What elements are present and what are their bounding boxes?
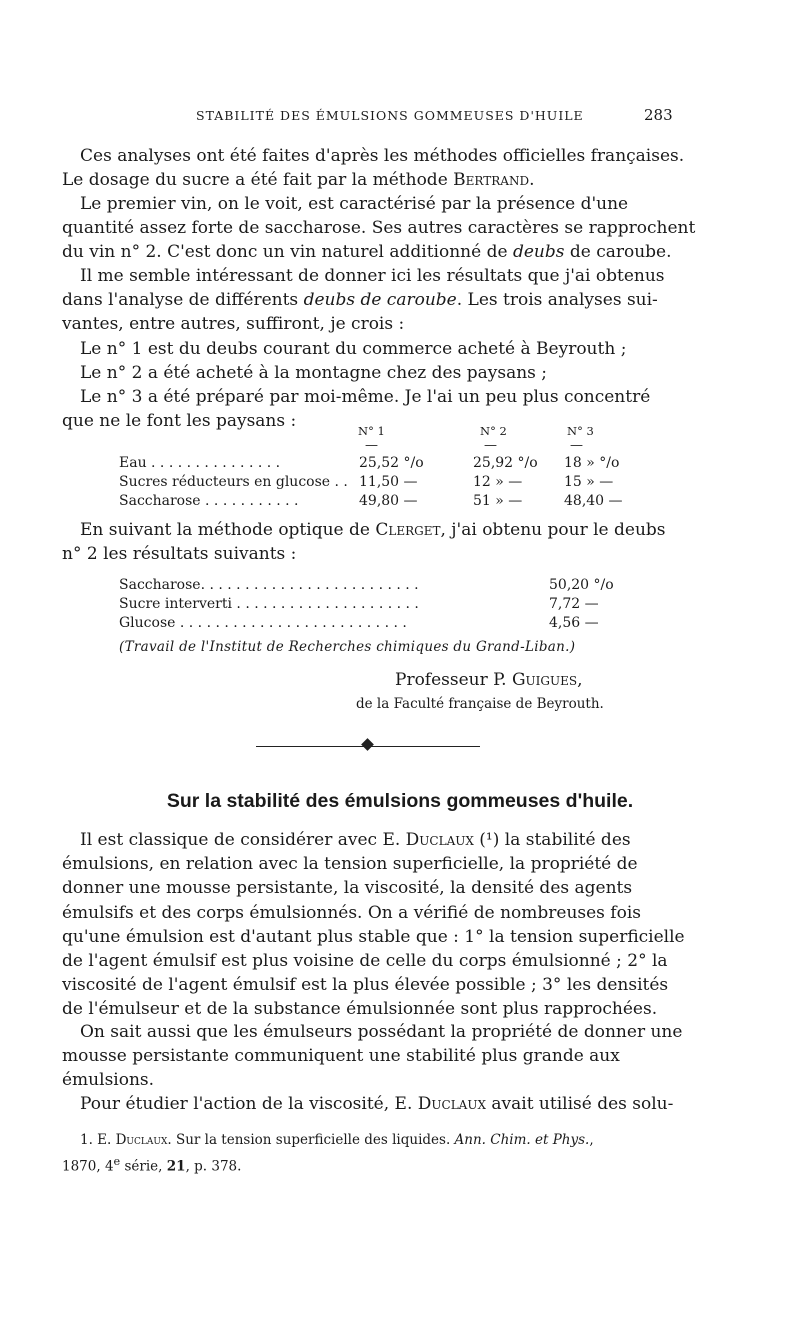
text-line: On sait aussi que les émulseurs possédant la propriété de donner une [80, 1022, 683, 1042]
institution-note: (Travail de l'Institut de Recherches chimiques du Grand-Liban.) [119, 639, 576, 655]
body-paragraph-3 [62, 1092, 674, 1116]
text-line: Il est classique de considérer avec E. Duclaux (¹) la stabilité des [80, 830, 631, 850]
table-row [119, 575, 614, 594]
table-cell: 11,50 — [359, 473, 418, 490]
table-cell: 18 » °/o [564, 454, 620, 471]
text-line: mousse persistante communiquent une stabilité plus grande aux [62, 1046, 620, 1067]
section-title: Sur la stabilité des émulsions gommeuses d'huile. [166, 790, 634, 812]
row-label: Sucres réducteurs en glucose . . [119, 473, 348, 490]
results-table [119, 575, 614, 632]
footnote-line: 1870, 4e série, 21, p. 378. [62, 1155, 242, 1175]
text-line: qu'une émulsion est d'autant plus stable que : 1° la tension superficielle [62, 926, 685, 947]
table-row [119, 594, 614, 613]
page-number: 283 [644, 106, 673, 124]
table-row [119, 453, 623, 472]
table-cell: 51 » — [473, 492, 523, 509]
text-line: Le n° 1 est du deubs courant du commerce acheté à Beyrouth ; [80, 338, 627, 359]
row-label: Saccharose. . . . . . . . . . . . . . . . . . . . . . . . . [119, 576, 419, 593]
author-name: Duclaux [405, 830, 474, 850]
text-line: Le dosage du sucre a été fait par la méthode Bertrand. [62, 170, 535, 191]
text-line: émulsions. [62, 1070, 155, 1091]
author-name: Guigues [511, 670, 578, 690]
text-line: Pour étudier l'action de la viscosité, E. Duclaux avait utilisé des solu- [80, 1094, 674, 1114]
text-line: Ces analyses ont été faites d'après les méthodes officielles françaises. [80, 146, 685, 166]
table-cell: 50,20 °/o [549, 576, 614, 593]
text-line: Il me semble intéressant de donner ici les résultats que j'ai obtenus [80, 266, 665, 286]
table-cell: 7,72 — [549, 595, 599, 612]
italic-term: deubs de caroube [303, 290, 457, 311]
footnote-line: 1. E. Duclaux. Sur la tension superficielle des liquides. Ann. Chim. et Phys., [80, 1132, 594, 1148]
intro-paragraph-2 [62, 192, 696, 265]
body-paragraph-1 [62, 828, 685, 1022]
column-header: N° 2 [480, 424, 507, 438]
text-line: vantes, entre autres, suffiront, je crois : [62, 314, 405, 335]
table-cell: 48,40 — [564, 492, 623, 509]
text-line: viscosité de l'agent émulsif est la plus élevée possible ; 3° les densités [62, 975, 669, 996]
analysis-table [119, 453, 623, 510]
text-line: de l'émulseur et de la substance émulsionnée sont plus rapprochées. [62, 999, 658, 1020]
column-header: N° 1 [358, 424, 385, 438]
intro-paragraph-3 [62, 264, 670, 433]
text-line: Le n° 3 a été préparé par moi-même. Je l'ai un peu plus concentré [80, 387, 651, 408]
table-cell: 49,80 — [359, 492, 418, 509]
italic-term: deubs [512, 242, 565, 263]
author-signature: Professeur P. Guigues, [395, 670, 583, 690]
table-cell: 25,92 °/o [473, 454, 538, 471]
text-line: quantité assez forte de saccharose. Ses autres caractères se rapprochent [62, 218, 696, 239]
intro-paragraph-1 [62, 144, 685, 192]
table-cell: 4,56 — [549, 614, 599, 631]
text-line: En suivant la méthode optique de Clerget, j'ai obtenu pour le deubs [80, 520, 666, 540]
table-cell: 25,52 °/o [359, 454, 424, 471]
running-title: STABILITÉ DES ÉMULSIONS GOMMEUSES D'HUILE [196, 108, 584, 123]
author-name: Duclaux [417, 1094, 486, 1114]
row-label: Glucose . . . . . . . . . . . . . . . . . . . . . . . . . . [119, 614, 407, 631]
text-line: Le n° 2 a été acheté à la montagne chez des paysans ; [80, 362, 548, 383]
author-name: Clerget [375, 520, 441, 540]
author-affiliation: de la Faculté française de Beyrouth. [356, 696, 604, 712]
text-line: de l'agent émulsif est plus voisine de celle du corps émulsionné ; 2° la [62, 951, 668, 972]
text-line: émulsions, en relation avec la tension superficielle, la propriété de [62, 854, 638, 875]
row-label: Sucre interverti . . . . . . . . . . . . . . . . . . . . . [119, 595, 419, 612]
table-row [119, 491, 623, 510]
column-header: N° 3 [567, 424, 594, 438]
text-line: n° 2 les résultats suivants : [62, 544, 297, 565]
text-line: du vin n° 2. C'est donc un vin naturel additionné de deubs de caroube. [62, 242, 672, 263]
text-line: dans l'analyse de différents deubs de caroube. Les trois analyses sui- [62, 290, 658, 311]
footnote [62, 1130, 670, 1178]
author-name: Bertrand [453, 170, 530, 191]
table-row [119, 613, 614, 632]
row-label: Eau . . . . . . . . . . . . . . . [119, 454, 281, 471]
method-paragraph [62, 518, 670, 566]
text-line: Le premier vin, on le voit, est caractérisé par la présence d'une [80, 194, 629, 214]
text-line: émulsifs et des corps émulsionnés. On a vérifié de nombreuses fois [62, 902, 641, 923]
table-cell: 15 » — [564, 473, 614, 490]
running-header [0, 104, 800, 126]
text-line: que ne le font les paysans : [62, 411, 297, 432]
body-paragraph-2 [62, 1020, 683, 1093]
row-label: Saccharose . . . . . . . . . . . [119, 492, 299, 509]
table-cell: 12 » — [473, 473, 523, 490]
table-row [119, 472, 623, 491]
divider-diamond-icon [361, 738, 374, 751]
text-line: donner une mousse persistante, la viscosité, la densité des agents [62, 878, 633, 899]
